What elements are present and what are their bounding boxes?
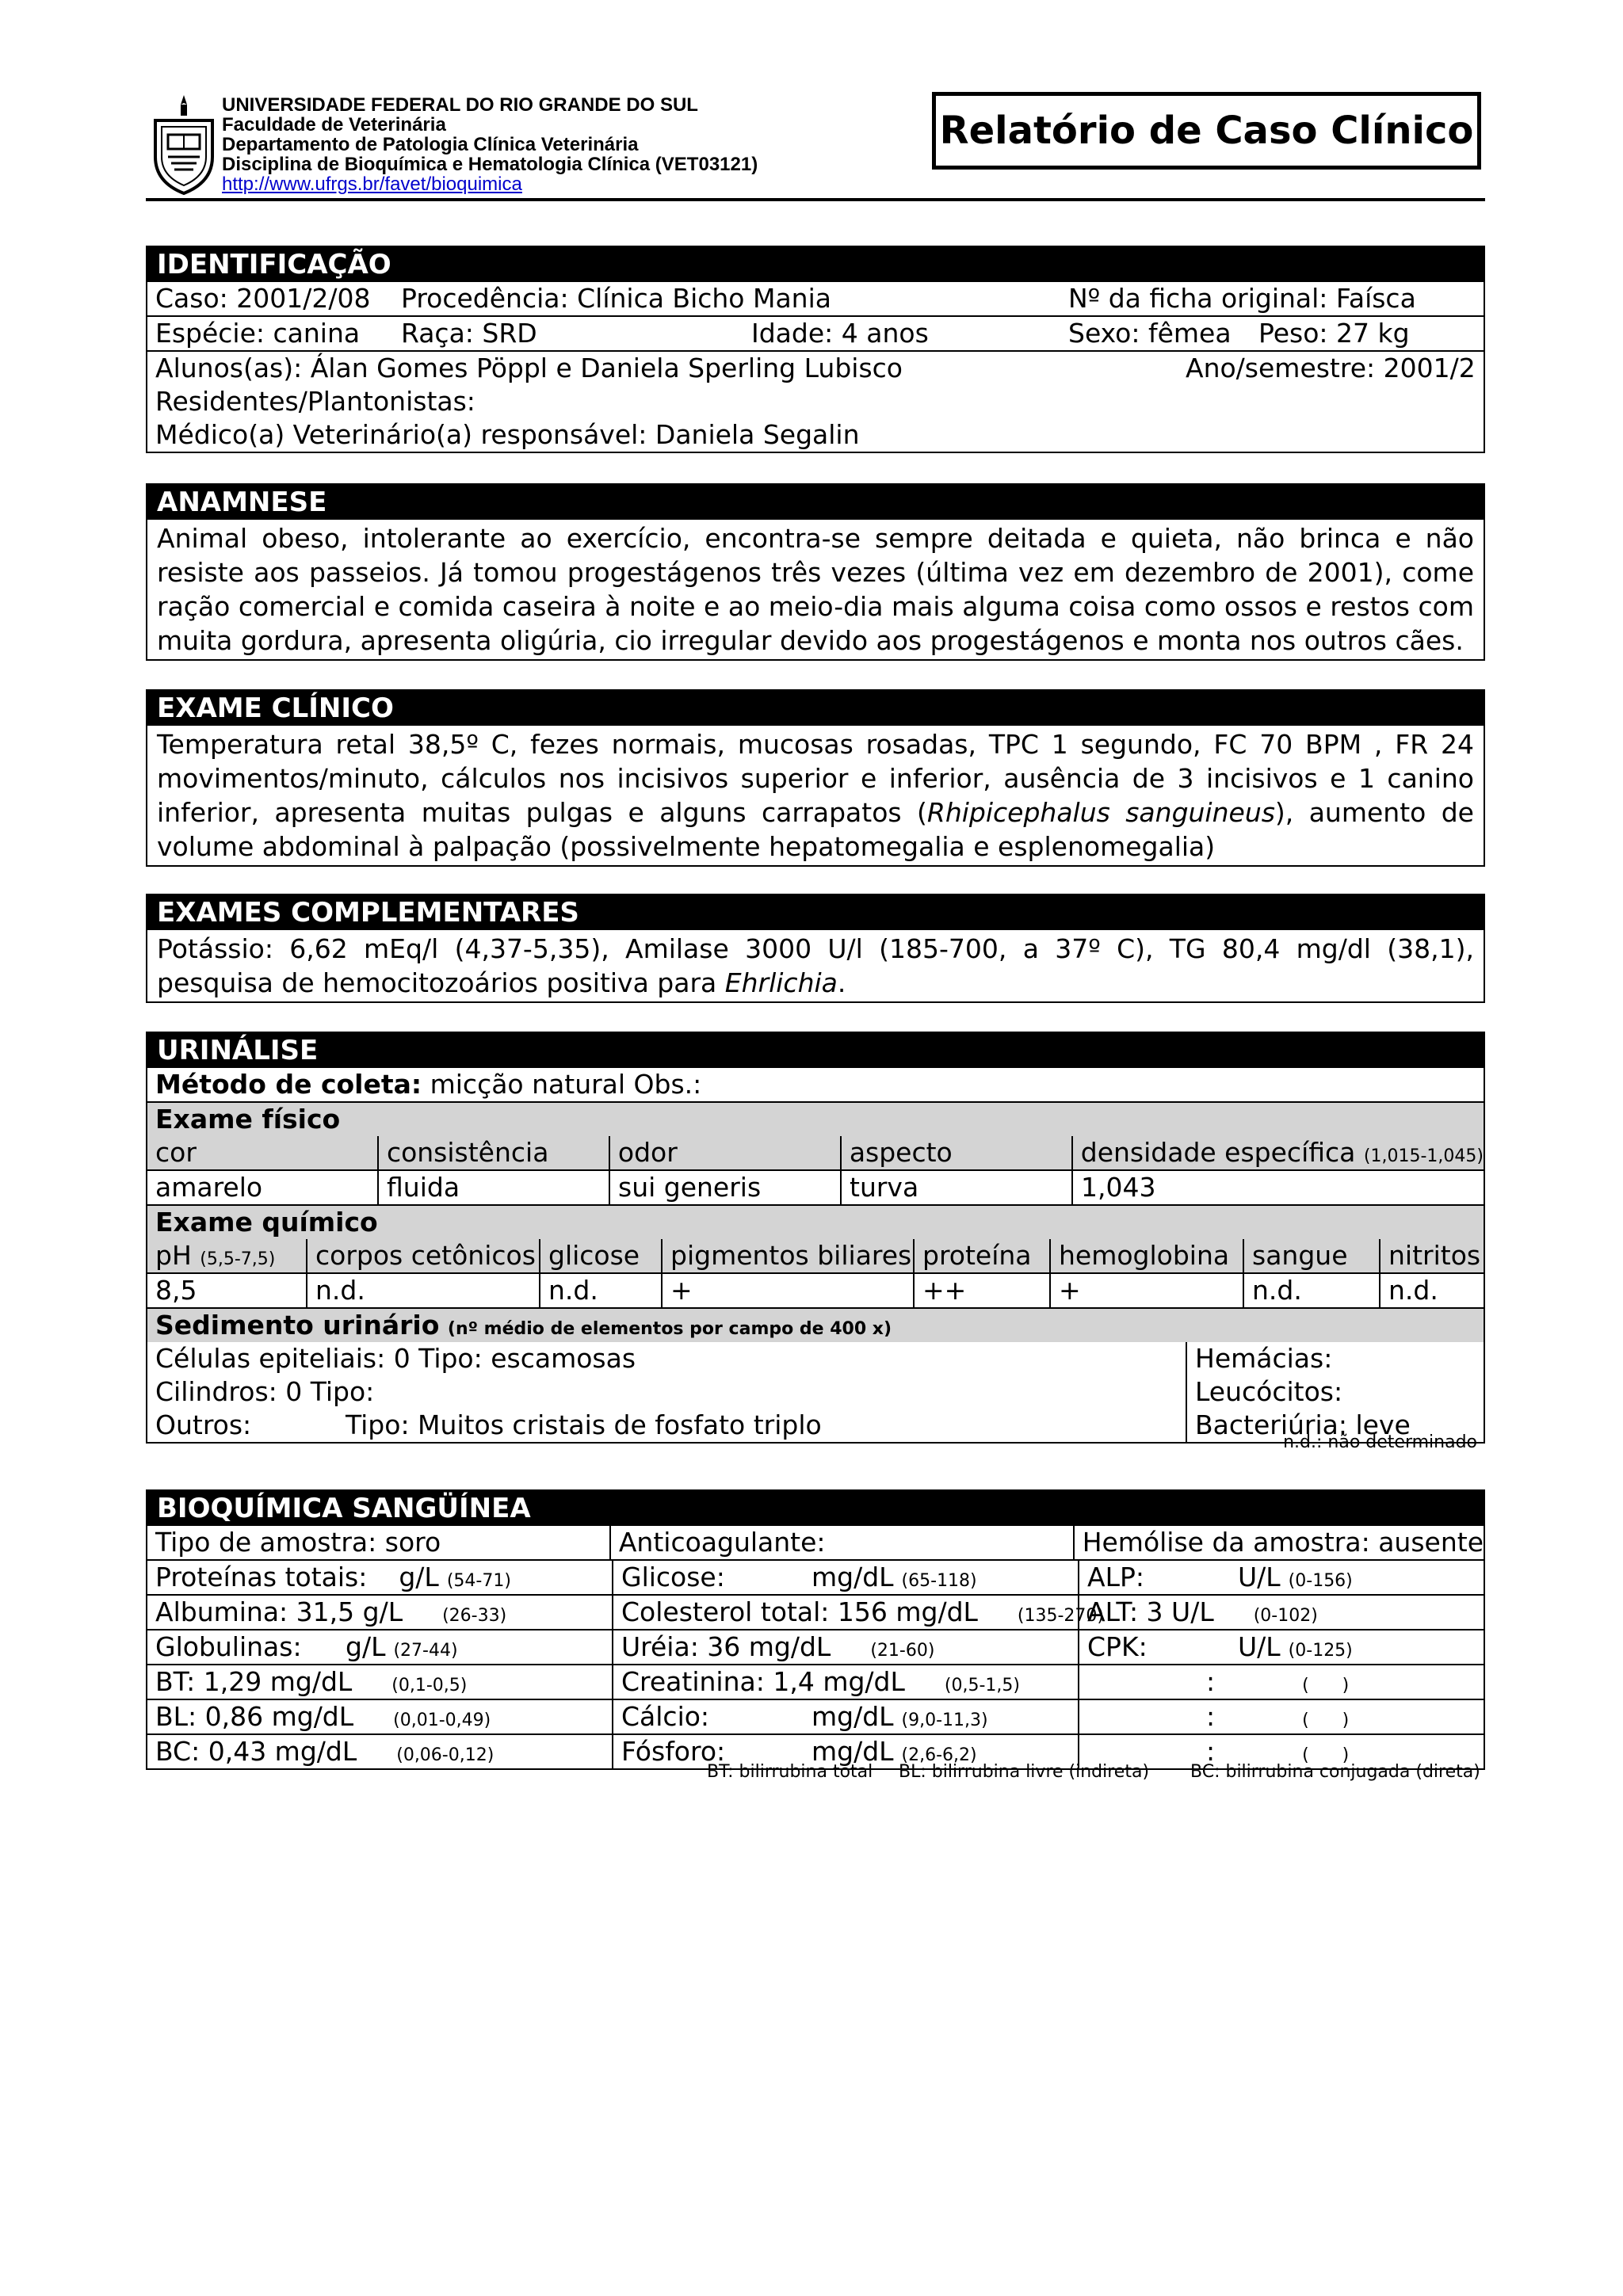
- bioquimica-heading: BIOQUÍMICA SANGÜÍNEA: [147, 1491, 1484, 1526]
- bioquimica-col2-cell: [612, 1630, 1078, 1664]
- analyte-unit: U/L: [1238, 1562, 1281, 1592]
- exame-clinico-text-a: Temperatura retal 38,5º C, fezes normais, mucosas rosadas, TPC 1 segundo, FC 70 BPM , FR 24 movimentos/minuto, cálculos nos incisivos superior e inferior, ausência de 3 incisivos e 1 canino inferior, apresenta muitas pulgas e alguns carrapatos (: [157, 729, 1474, 828]
- procedencia-field: Procedência: Clínica Bicho Mania: [401, 283, 831, 314]
- hemolise: Hemólise da amostra: ausente: [1073, 1526, 1484, 1559]
- quimico-header-sangue: sangue: [1243, 1239, 1379, 1272]
- university-name: UNIVERSIDADE FEDERAL DO RIO GRANDE DO SUL: [222, 94, 698, 116]
- bioquimica-col1-cell: [147, 1700, 612, 1733]
- quimico-value-proteina: ++: [913, 1274, 1049, 1307]
- metodo-row: [147, 1068, 1484, 1101]
- sedimento-note: (nº médio de elementos por campo de 400 x): [447, 1319, 892, 1339]
- quimico-value-nitritos: n.d.: [1379, 1274, 1438, 1307]
- quimico-value-glicose: n.d.: [539, 1274, 661, 1307]
- cilindros: Cilindros: 0 Tipo:: [155, 1376, 375, 1407]
- website-link[interactable]: http://www.ufrgs.br/favet/bioquimica: [222, 174, 522, 195]
- bioquimica-col1-cell: [147, 1630, 612, 1664]
- fisico-value-consistencia: fluida: [377, 1171, 609, 1204]
- fisico-header-aspecto: aspecto: [840, 1136, 1071, 1169]
- analyte-unit: mg/dL: [812, 1701, 894, 1732]
- analyte-reference: (65-118): [901, 1571, 977, 1591]
- faculty-name: Faculdade de Veterinária: [222, 114, 446, 135]
- analyte-reference: (0,01-0,49): [393, 1711, 491, 1730]
- identificacao-row-4: [147, 385, 1484, 418]
- department-name: Departamento de Patologia Clínica Veterinária: [222, 134, 639, 155]
- tipo-amostra: Tipo de amostra: soro: [155, 1527, 441, 1558]
- urinalise-heading: URINÁLISE: [147, 1033, 1484, 1068]
- bioquimica-col2-cell: [612, 1561, 1078, 1594]
- tick-species: Rhipicephalus sanguineus: [926, 797, 1275, 828]
- complementares-text: [147, 930, 1484, 1001]
- bioquimica-row: [147, 1664, 1484, 1699]
- exame-clinico-heading: EXAME CLÍNICO: [147, 691, 1484, 726]
- sedimento-title: Sedimento urinário: [155, 1310, 440, 1341]
- densidade-ref: (1,015-1,045): [1363, 1146, 1484, 1166]
- complementares-text-a: Potássio: 6,62 mEq/l (4,37-5,35), Amilase 3000 U/l (185-700, a 37º C), TG 80,4 mg/dl (38,1), pesquisa de hemocitozoários positiva para: [157, 933, 1474, 998]
- identificacao-section: [146, 246, 1485, 453]
- quimico-values-row: [147, 1272, 1484, 1307]
- alunos-field: Alunos(as): Álan Gomes Pöppl e Daniela Sperling Lubisco: [155, 353, 903, 383]
- fisico-value-aspecto: turva: [840, 1171, 1071, 1204]
- analyte-label: Albumina: 31,5 g/L: [155, 1596, 403, 1627]
- analyte-reference: (27-44): [393, 1641, 458, 1661]
- quimico-value-hemoglobina: +: [1049, 1274, 1243, 1307]
- analyte-reference: (2,6-6,2): [901, 1745, 977, 1765]
- bioquimica-col3-cell: [1078, 1596, 1484, 1629]
- metodo-value: micção natural Obs.:: [430, 1069, 702, 1100]
- anamnese-text: Animal obeso, intolerante ao exercício, encontra-se sempre deitada e quieta, não brinca e não resiste aos passeios. Já tomou progestágenos três vezes (última vez em dezembro de 2001), come ração comercial e comida caseira à noite e ao meio-dia mais alguma coisa como ossos e restos com muita gordura, apresenta oligúria, cio irregular devido aos progestágenos e monta nos outros cães.: [157, 523, 1474, 656]
- anamnese-section: [146, 483, 1485, 661]
- metodo-cell: [147, 1068, 701, 1101]
- bioquimica-col1-cell: [147, 1735, 612, 1768]
- bioquimica-row: [147, 1699, 1484, 1733]
- analyte-reference: (21-60): [870, 1641, 935, 1661]
- anamnese-heading: ANAMNESE: [147, 485, 1484, 520]
- urinalise-section: [146, 1032, 1485, 1444]
- analyte-reference: (0,1-0,5): [391, 1676, 468, 1695]
- fisico-header-odor: odor: [609, 1136, 840, 1169]
- sedimento-right: [1186, 1342, 1484, 1442]
- complementares-section: [146, 894, 1485, 1003]
- analyte-label: ALP:: [1087, 1562, 1144, 1592]
- quimico-header-row: [147, 1239, 1484, 1272]
- outros-label: Outros:: [155, 1409, 252, 1440]
- raca-field: Raça: SRD: [401, 318, 537, 349]
- especie-field: Espécie: canina: [155, 318, 361, 349]
- bioquimica-section: [146, 1489, 1485, 1770]
- analyte-label: BT: 1,29 mg/dL: [155, 1666, 353, 1697]
- legend-bc: BC: bilirrubina conjugada (direta): [1190, 1762, 1480, 1782]
- analyte-reference: (9,0-11,3): [901, 1711, 988, 1730]
- analyte-label: Globulinas:: [155, 1631, 302, 1662]
- fisico-header-row: [147, 1136, 1484, 1169]
- ficha-field: Nº da ficha original: Faísca: [1068, 283, 1416, 314]
- analyte-reference: (0-102): [1253, 1606, 1318, 1626]
- leucocitos: Leucócitos:: [1195, 1376, 1343, 1407]
- analyte-reference: (0,5-1,5): [944, 1676, 1020, 1695]
- analyte-unit: U/L: [1238, 1631, 1281, 1662]
- analyte-reference: ( ): [1302, 1711, 1350, 1730]
- analyte-unit: :: [1206, 1736, 1216, 1767]
- header-divider: [146, 198, 1485, 201]
- identificacao-row-2: [147, 315, 1484, 350]
- university-crest-logo: [152, 93, 216, 195]
- analyte-reference: (26-33): [442, 1606, 507, 1626]
- fisico-header-densidade: [1071, 1136, 1484, 1169]
- bioquimica-row: [147, 1629, 1484, 1664]
- fisico-header-consistencia: consistência: [377, 1136, 609, 1169]
- sedimento-heading: [147, 1309, 892, 1342]
- quimico-header-glicose: glicose: [539, 1239, 661, 1272]
- bioquimica-col2-cell: [612, 1596, 1105, 1629]
- residentes-field: Residentes/Plantonistas:: [155, 386, 475, 417]
- quimico-value-ph: 8,5: [155, 1275, 197, 1306]
- metodo-label: Método de coleta:: [155, 1069, 422, 1100]
- bioquimica-col2-cell: [612, 1665, 1078, 1699]
- ehrlichia-term: Ehrlichia: [724, 967, 838, 998]
- quimico-header-ph: [147, 1239, 306, 1272]
- institution-block: [222, 95, 758, 194]
- exame-quimico-heading: Exame químico: [155, 1207, 378, 1238]
- sedimento-left: [147, 1342, 1186, 1442]
- bioquimica-col1-cell: [147, 1561, 612, 1594]
- bioquimica-col3-cell: [1078, 1630, 1484, 1664]
- analyte-label: CPK:: [1087, 1631, 1148, 1662]
- quimico-header-pigmentos: pigmentos biliares: [661, 1239, 913, 1272]
- quimico-header-hemoglobina: hemoglobina: [1049, 1239, 1243, 1272]
- analyte-label: Uréia: 36 mg/dL: [621, 1631, 831, 1662]
- identificacao-row-3: [147, 350, 1484, 385]
- identificacao-row-1: [147, 282, 1484, 315]
- bioquimica-col3-cell: [1078, 1700, 1484, 1733]
- analyte-label: Creatinina: 1,4 mg/dL: [621, 1666, 905, 1697]
- analyte-label: ALT: 3 U/L: [1087, 1596, 1214, 1627]
- quimico-value-sangue: n.d.: [1243, 1274, 1379, 1307]
- fisico-value-odor: sui generis: [609, 1171, 840, 1204]
- medico-field: Médico(a) Veterinário(a) responsável: Daniela Segalin: [155, 419, 860, 450]
- exame-fisico-heading: Exame físico: [155, 1104, 341, 1135]
- analyte-unit: mg/dL: [812, 1562, 894, 1592]
- quimico-value-pigmentos: +: [661, 1274, 913, 1307]
- report-title: Relatório de Caso Clínico: [932, 92, 1481, 170]
- discipline-name: Disciplina de Bioquímica e Hematologia Clínica (VET03121): [222, 154, 758, 175]
- complementares-text-b: .: [837, 967, 846, 998]
- nd-note: n.d.: não determinado: [1283, 1432, 1477, 1452]
- bioquimica-col3-cell: [1078, 1561, 1484, 1594]
- complementares-heading: EXAMES COMPLEMENTARES: [147, 895, 1484, 930]
- fisico-value-densidade: 1,043: [1071, 1171, 1155, 1204]
- analyte-unit: mg/dL: [812, 1736, 894, 1767]
- analyte-label: BC: 0,43 mg/dL: [155, 1736, 357, 1767]
- bioquimica-col1-cell: [147, 1596, 612, 1629]
- bioquimica-col3-cell: [1078, 1665, 1484, 1699]
- celulas-epiteliais: Células epiteliais: 0 Tipo: escamosas: [155, 1343, 636, 1374]
- analyte-unit: :: [1206, 1701, 1216, 1732]
- analyte-reference: (0-125): [1288, 1641, 1353, 1661]
- legend-bl: BL: bilirrubina livre (indireta): [899, 1762, 1150, 1782]
- bacteriuria: Bacteriúria: leve: [1195, 1409, 1411, 1440]
- analyte-label: Colesterol total: 156 mg/dL: [621, 1596, 978, 1627]
- bioquimica-rows: [147, 1559, 1484, 1768]
- outros-tipo: Tipo: Muitos cristais de fosfato triplo: [346, 1409, 822, 1440]
- anticoagulante: Anticoagulante:: [609, 1526, 1073, 1559]
- outros-row: [147, 1409, 1186, 1442]
- caso-field: Caso: 2001/2/08: [155, 283, 371, 314]
- legend-bt: BT: bilirrubina total: [707, 1762, 873, 1782]
- analyte-unit: :: [1206, 1666, 1216, 1697]
- quimico-value-cetonicos: n.d.: [306, 1274, 539, 1307]
- analyte-reference: ( ): [1302, 1745, 1350, 1765]
- identificacao-row-5: [147, 418, 1484, 452]
- sedimento-heading-row: [147, 1307, 1484, 1342]
- exame-clinico-text: [147, 726, 1484, 865]
- sedimento-body: [147, 1342, 1484, 1442]
- idade-field: Idade: 4 anos: [751, 318, 929, 349]
- quimico-heading-row: [147, 1204, 1484, 1239]
- ph-ref: (5,5-7,5): [200, 1249, 276, 1269]
- fisico-values-row: [147, 1169, 1484, 1204]
- fisico-heading-row: [147, 1101, 1484, 1136]
- bioquimica-col2-cell: [612, 1700, 1078, 1733]
- analyte-unit: g/L: [346, 1631, 386, 1662]
- quimico-header-cetonicos: corpos cetônicos: [306, 1239, 539, 1272]
- analyte-reference: ( ): [1302, 1676, 1350, 1695]
- analyte-label: Fósforo:: [621, 1736, 726, 1767]
- identificacao-heading: IDENTIFICAÇÃO: [147, 247, 1484, 282]
- analyte-reference: (0,06-0,12): [396, 1745, 495, 1765]
- densidade-label: densidade específica: [1080, 1137, 1356, 1168]
- analyte-reference: (135-270): [1017, 1606, 1105, 1626]
- ano-semestre-field: Ano/semestre: 2001/2: [1186, 353, 1476, 383]
- analyte-reference: (54-71): [446, 1571, 511, 1591]
- bioquimica-col1-cell: [147, 1665, 612, 1699]
- exame-clinico-text-b: ), aumento de volume abdominal à palpação (possivelmente hepatomegalia e esplenomegalia): [157, 797, 1474, 862]
- quimico-header-nitritos: nitritos: [1379, 1239, 1480, 1272]
- hemacias: Hemácias:: [1195, 1343, 1333, 1374]
- analyte-label: Cálcio:: [621, 1701, 710, 1732]
- fisico-header-cor: cor: [155, 1137, 197, 1168]
- exame-clinico-section: [146, 689, 1485, 867]
- quimico-header-proteina: proteína: [913, 1239, 1049, 1272]
- bioquimica-row: [147, 1594, 1484, 1629]
- analyte-unit: g/L: [399, 1562, 439, 1592]
- analyte-label: Proteínas totais:: [155, 1562, 368, 1592]
- amostra-row: [147, 1526, 1484, 1559]
- fisico-value-cor: amarelo: [155, 1172, 263, 1203]
- ph-label: pH: [155, 1240, 192, 1271]
- analyte-label: Glicose:: [621, 1562, 725, 1592]
- peso-field: Peso: 27 kg: [1258, 318, 1410, 349]
- analyte-label: BL: 0,86 mg/dL: [155, 1701, 354, 1732]
- bioquimica-row: [147, 1559, 1484, 1594]
- sexo-field: Sexo: fêmea: [1068, 318, 1232, 349]
- analyte-reference: (0-156): [1288, 1571, 1353, 1591]
